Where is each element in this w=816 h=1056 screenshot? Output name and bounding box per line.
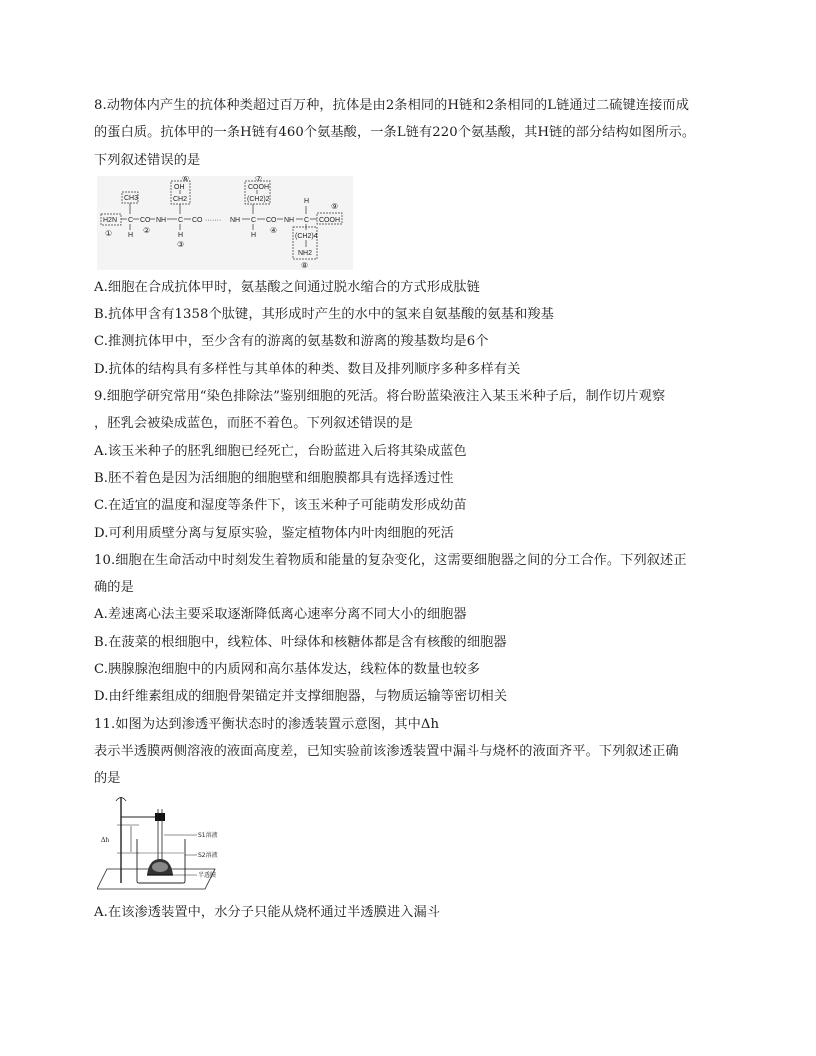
option-a[interactable]: A.该玉米种子的胚乳细胞已经死亡，台盼蓝进入后将其染成蓝色 (94, 443, 467, 459)
question-8 (94, 92, 724, 383)
marker-7: ⑦ (255, 175, 263, 183)
question-stem: 8.动物体内产生的抗体种类超过百万种，抗体是由2条相同的H链和2条相同的L链通过二硫键连接而成 (94, 98, 690, 113)
carbon-atom: C (178, 216, 184, 224)
question-10 (94, 547, 724, 711)
option-a[interactable]: A.在该渗透装置中，水分子只能从烧杯通过半透膜进入漏斗 (94, 904, 441, 920)
osmosis-apparatus-diagram (97, 795, 227, 895)
question-11 (94, 711, 724, 926)
option-a[interactable]: A.细胞在合成抗体甲时，氨基酸之间通过脱水缩合的方式形成肽链 (94, 279, 480, 295)
option-d[interactable]: D.抗体的结构具有多样性与其单体的种类、数目及排列顺序多种多样有关 (94, 361, 521, 377)
peptide-structure-figure (97, 176, 724, 270)
question-stem: ，胚乳会被染成蓝色，而胚不着色。下列叙述错误的是 (94, 416, 413, 432)
option-b[interactable]: B.在菠菜的根细胞中，线粒体、叶绿体和核糖体都是含有核酸的细胞器 (94, 634, 507, 650)
option-a[interactable]: A.差速离心法主要采取逐渐降低离心速率分离不同大小的细胞器 (94, 607, 467, 623)
hydrogen-atom: H (178, 231, 184, 239)
peptide-structure-diagram (97, 176, 353, 270)
question-stem: 的是 (94, 771, 121, 787)
hydrogen-atom: H (304, 197, 310, 205)
delta-h-label: Δh (101, 835, 110, 844)
s1-solution-label: S1溶液 (198, 831, 218, 839)
question-stem: 10.细胞在生命活动中时刻发生着物质和能量的复杂变化，这需要细胞器之间的分工合作。下列叙述正 (94, 552, 687, 568)
question-stem: 表示半透膜两侧溶液的液面高度差，已知实验前该渗透装置中漏斗与烧杯的液面齐平。下列叙述正确 (94, 743, 679, 759)
ch2-4-group: (CH2)4 (295, 232, 318, 240)
hydrogen-atom: H (251, 231, 257, 239)
ch3-group: CH3 (124, 194, 139, 202)
option-b[interactable]: B.胚不着色是因为活细胞的细胞壁和细胞膜都具有选择透过性 (94, 470, 454, 486)
nh-group: NH (284, 216, 295, 224)
question-9 (94, 383, 724, 547)
marker-1: ① (105, 228, 113, 238)
question-stem: 9.细胞学研究常用“染色排除法”鉴别细胞的死活。将台盼蓝染液注入某玉米种子后，制作切片观察 (94, 389, 666, 405)
marker-6: ⑥ (182, 175, 190, 183)
s2-solution-label: S2溶液 (198, 851, 218, 859)
co-group: CO (266, 216, 277, 224)
ch2-2-group: (CH2)2 (247, 195, 270, 203)
nh2-group: NH2 (298, 249, 313, 257)
marker-8: ⑧ (301, 260, 309, 270)
marker-3: ③ (177, 239, 185, 249)
hydrogen-atom: H (128, 231, 134, 239)
ch2-group: CH2 (173, 195, 188, 203)
carbon-atom: C (304, 216, 310, 224)
membrane-label: 半透膜 (198, 871, 217, 879)
question-stem: 确的是 (94, 580, 134, 596)
cooh-group: COOH (248, 183, 269, 191)
option-d[interactable]: D.由纤维素组成的细胞骨架锚定并支撑细胞器，与物质运输等密切相关 (94, 689, 508, 705)
option-c[interactable]: C.胰腺腺泡细胞中的内质网和高尔基体发达，线粒体的数量也较多 (94, 662, 481, 678)
nh-group: NH (230, 216, 241, 224)
option-d[interactable]: D.可利用质壁分离与复原实验，鉴定植物体内叶肉细胞的死活 (94, 525, 454, 541)
carbon-atom: C (128, 216, 134, 224)
option-c[interactable]: C.在适宜的温度和湿度等条件下，该玉米种子可能萌发形成幼苗 (94, 498, 467, 514)
question-stem: 11.如图为达到渗透平衡状态时的渗透装置示意图，其中Δh (94, 716, 440, 732)
oh-group: OH (174, 183, 185, 191)
co-group: CO (140, 216, 151, 224)
nh-group: NH (156, 216, 167, 224)
osmosis-apparatus-figure (97, 795, 724, 895)
cooh-group: COOH (319, 216, 340, 224)
exam-page (94, 92, 724, 926)
marker-4: ④ (270, 225, 278, 235)
option-b[interactable]: B.抗体甲含有1358个肽键，其形成时产生的水中的氢来自氨基酸的氨基和羧基 (94, 307, 554, 323)
question-stem: 的蛋白质。抗体甲的一条H链有460个氨基酸，一条L链有220个氨基酸，其H链的部分结构如图所示。 (94, 125, 696, 141)
ellipsis-dots: ······· (205, 216, 222, 224)
marker-2: ② (143, 225, 151, 235)
question-stem: 下列叙述错误的是 (94, 152, 201, 168)
h2n-group: H2N (103, 216, 118, 224)
co-group: CO (192, 216, 203, 224)
marker-9: ⑨ (331, 201, 339, 211)
option-c[interactable]: C.推测抗体甲中，至少含有的游离的氨基数和游离的羧基数均是6个 (94, 334, 489, 350)
carbon-atom: C (251, 216, 257, 224)
